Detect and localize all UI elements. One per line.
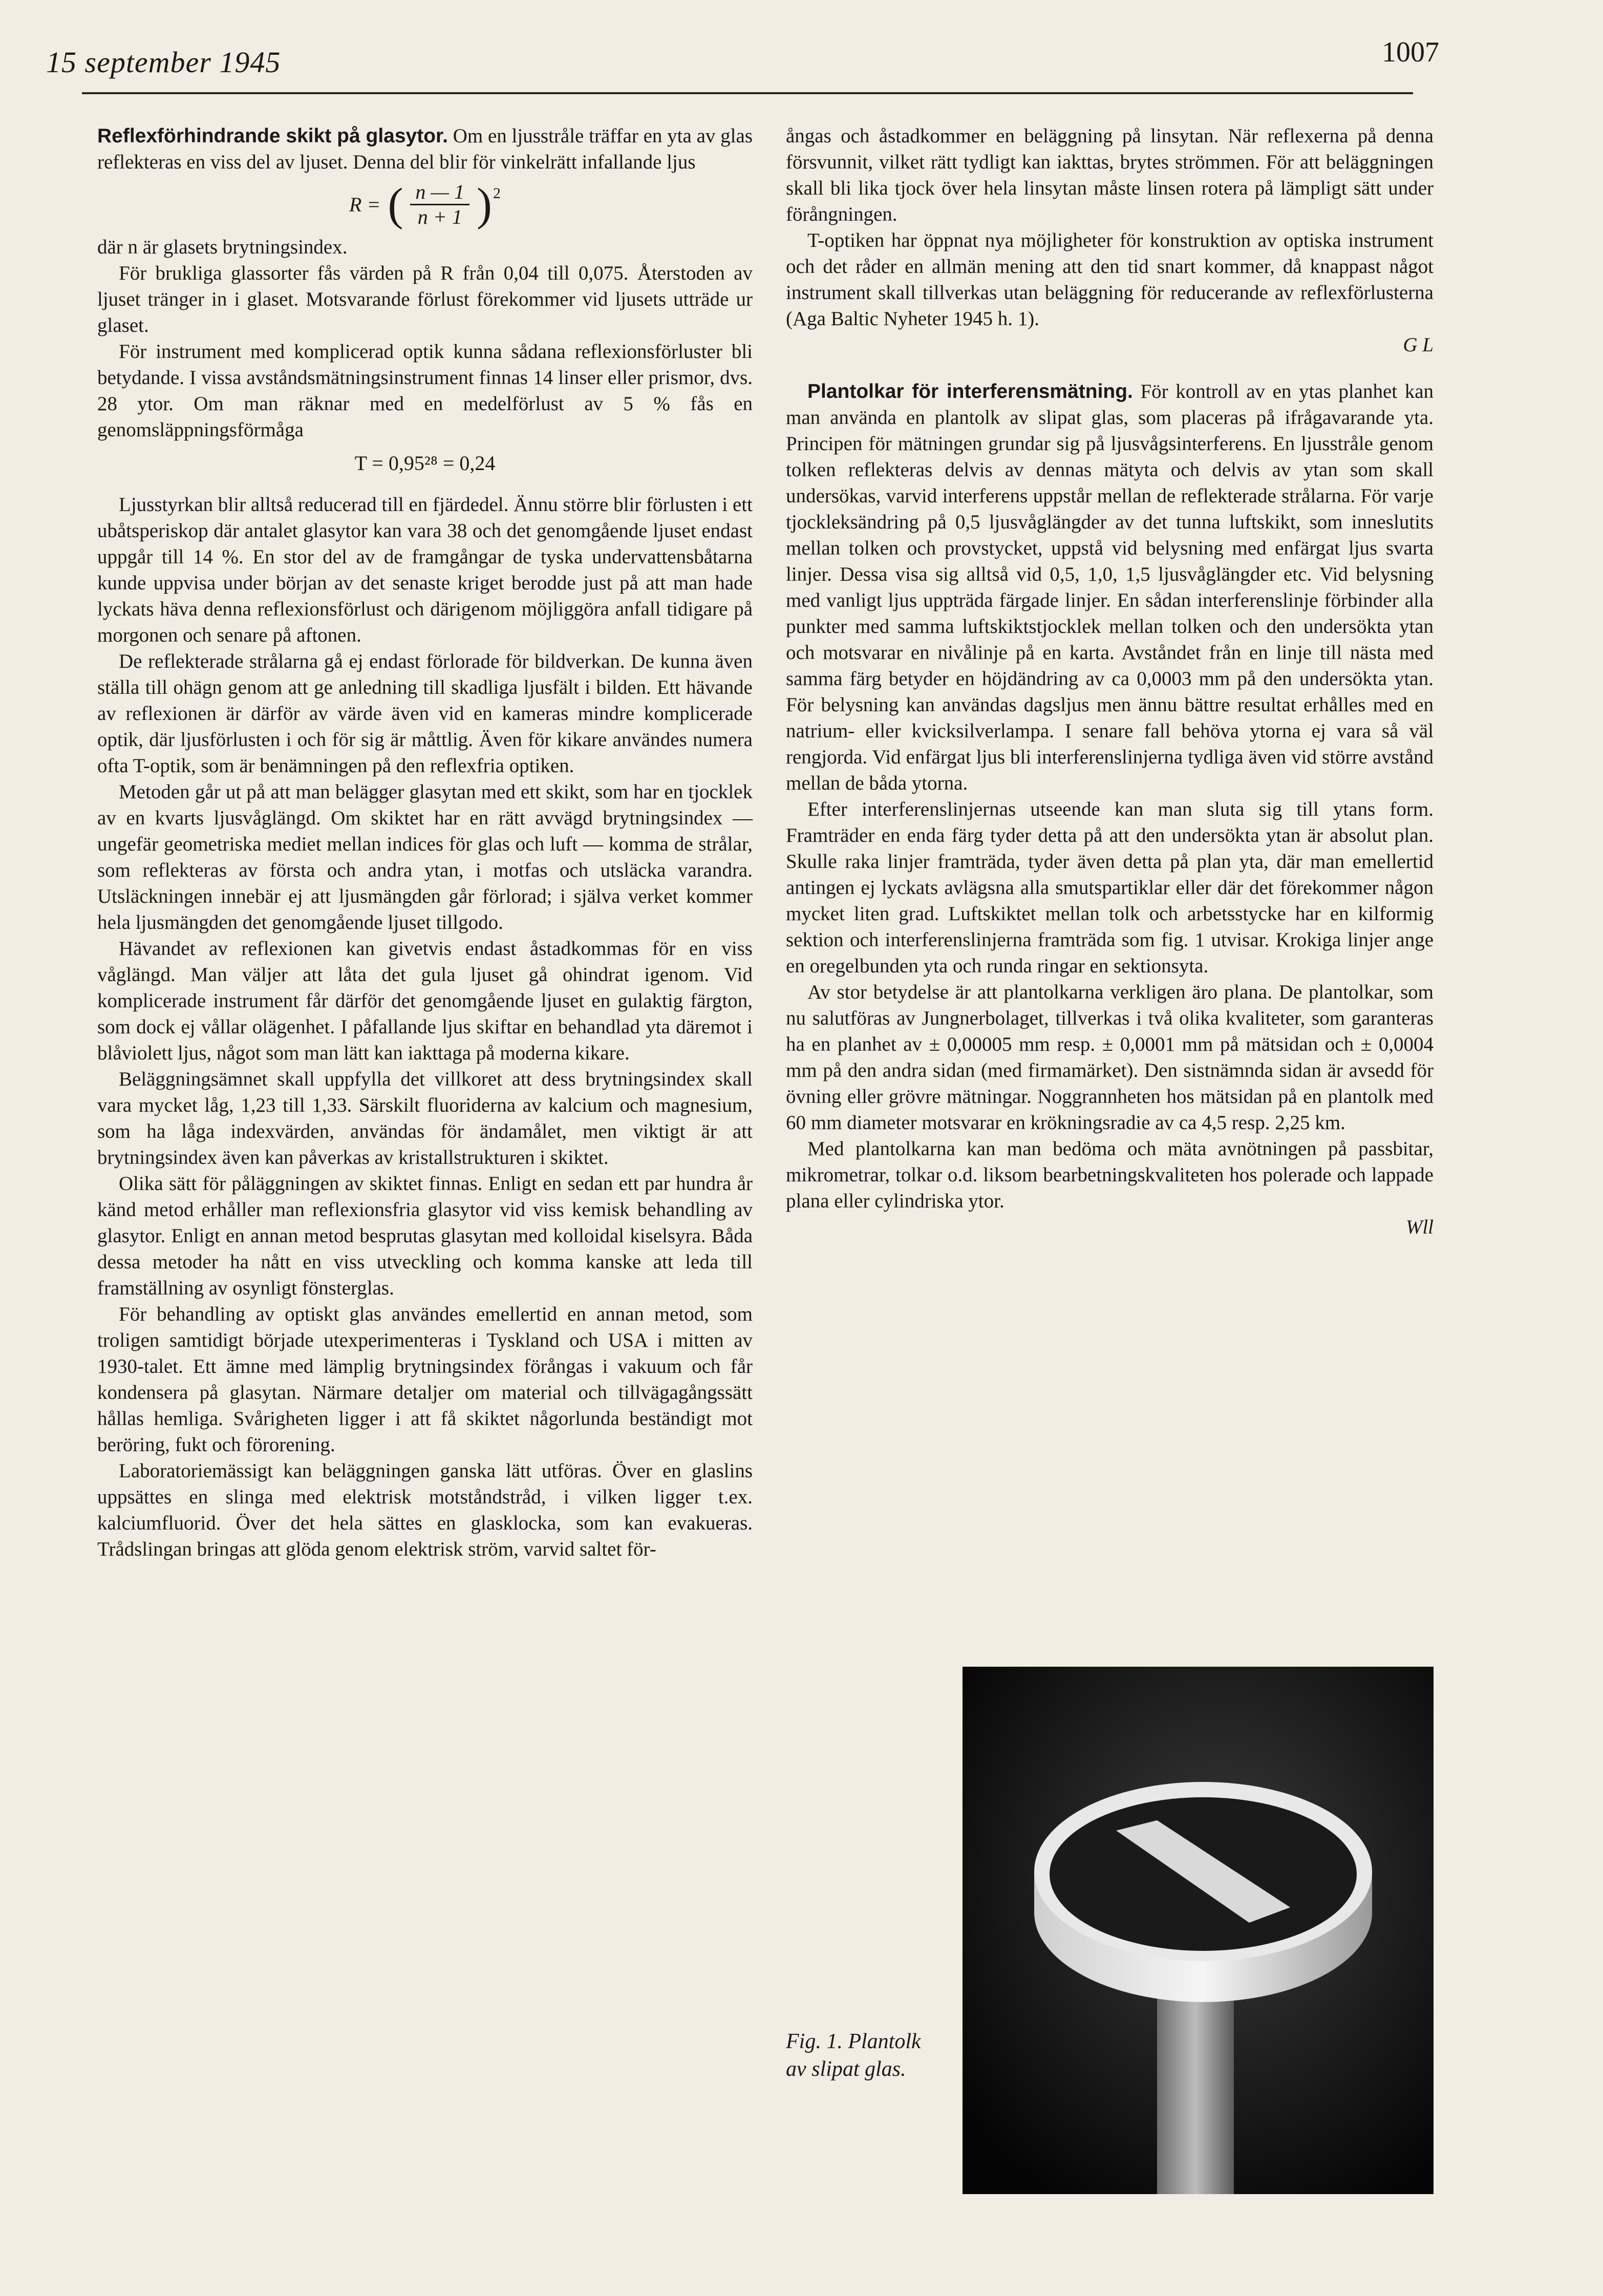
paragraph: ångas och åstadkommer en beläggning på linsytan. När reflexerna på denna försvunnit, vilket rätt tydligt kan iakttas, brytes strömmen. För att beläggningen skall bli lika tjock över hela linsytan måste linsen rotera på lämpligt sätt under förångningen. [786, 125, 1434, 225]
fraction-numerator: n — 1 [410, 180, 469, 205]
paragraph-text: Om en ljusstråle träffar en yta av glas reflekteras en viss del av ljuset. Denna del blir för vinkelrätt infallande ljus [97, 125, 753, 173]
paragraph: För brukliga glassorter fås värden på R från 0,04 till 0,075. Återstoden av ljuset tränger in i glaset. Motsvarande förlust förekommer vid ljusets utträde ur glaset. [97, 262, 753, 336]
plantolk-illustration [963, 1667, 1434, 2194]
section-gap [786, 358, 1434, 378]
paragraph: där n är glasets brytningsindex. [97, 236, 348, 258]
right-column [786, 123, 1434, 1240]
paragraph: Ljusstyrkan blir alltså reducerad till en fjärdedel. Ännu större blir förlusten i ett ubåtsperiskop där antalet glasytor kan vara 38 och det genomgående ljuset endast uppgår till 14 %. En stor del av de framgångar de tyska undervattensbåtarna kunde uppvisa under början av det senaste kriget berodde just på att man hade lyckats häva denna reflexionsförlust och därigenom möjliggöra anfall tidigare på morgonen och senare på aftonen. [97, 494, 753, 646]
paragraph: Laboratoriemässigt kan beläggningen ganska lätt utföras. Över en glaslins uppsättes en slinga med elektrisk motståndstråd, i vilken ligger t.ex. kalciumfluorid. Över det hela sättes en glasklocka, som kan evakueras. Trådslingan bringas att glöda genom elektrisk ström, varvid saltet för- [97, 1460, 753, 1560]
author-signature: Wll [1405, 1216, 1434, 1238]
formula-lhs: R = [349, 193, 381, 216]
paragraph: Beläggningsämnet skall uppfylla det villkoret att dess brytningsindex skall vara mycket låg, 1,23 till 1,33. Särskilt fluoriderna av kalcium och magnesium, som ha låga indexvärden, användas för ändamålet, men viktigt är att brytningsindex även kan påverkas av kristallstrukturen i skiktet. [97, 1068, 753, 1168]
paragraph: Metoden går ut på att man belägger glasytan med ett skikt, som har en tjocklek av en kvarts ljusvåglängd. Om skiktet har en rätt avvägd brytningsindex — ungefär geometriska mediet mellan indices för glas och luft — komma de strålar, som reflekteras av första och andra ytan, i motfas och utsläcka varandra. Utsläckningen innebär ej att ljusmängden går förlorad; i själva verket kommer hela ljusmängden det genomgående ljuset tillgodo. [97, 781, 753, 933]
page-number: 1007 [1382, 36, 1439, 68]
paragraph-text: För kontroll av en ytas planhet kan man använda en plantolk av slipat glas, som placeras på ifrågavarande yta. Principen för mätningen grundar sig på ljusvågsinterferens. En ljusstråle genom tolken reflekteras delvis av dennas mätyta och delvis av ytan som skall undersökas, varvid interferens uppstår mellan de reflekterade strålarna. För varje tjockleksändring på 0,5 ljusvåglängder av det tunna luftskikt, som inneslutits mellan tolken och provstycket, uppstå vid belysning med enfärgat ljus svarta linjer. Dessa visa sig alltså vid 0,5, 1,0, 1,5 ljusvåglängder etc. Vid belysning med vanligt ljus uppträda färgade linjer. En sådan interferenslinje förbinder alla punkter med samma luftskiktstjocklek mellan tolken och den undersökta ytan och motsvarar en nivålinje på en karta. Avståndet från en linje till nästa med samma färg betyder en höjdändring av ca 0,0003 mm på den undersökta ytan. För belysning kan användas dagsljus men ännu bättre resultat erhålles med en natrium- eller kvicksilverlampa. I senare fall behöva ytorna ej vara så väl rengjorda. Vid enfärgat ljus bli interferenslinjerna tydliga även vid större avstånd mellan de båda ytorna. [786, 380, 1434, 794]
paren-close: ) [477, 179, 492, 230]
section-heading: Reflexförhindrande skikt på glasytor. [97, 125, 448, 147]
formula-transmission: T = 0,95²⁸ = 0,24 [354, 452, 496, 475]
author-signature: G L [1403, 334, 1434, 356]
formula-reflection [97, 180, 753, 229]
formula-exponent: 2 [493, 185, 501, 202]
paragraph: Efter interferenslinjernas utseende kan man sluta sig till ytans form. Framträder en enda färg tyder detta på att den undersökta ytan är absolut plan. Skulle raka linjer framträda, tyder även detta på plan yta, där man emellertid antingen ej lyckats avlägsna alla smutspartiklar eller där det förekommer någon mycket liten grad. Luftskiktet mellan tolk och arbetsstycke har en kilformig sektion och interferenslinjerna framträda som fig. 1 utvisar. Krokiga linjer ange en oregelbunden yta och runda ringar en sektionsyta. [786, 798, 1434, 977]
figure-caption: Fig. 1. Plantolk av slipat glas. [786, 2030, 921, 2081]
left-column [97, 123, 753, 1562]
paren-open: ( [388, 179, 403, 230]
paragraph: Hävandet av reflexionen kan givetvis endast åstadkommas för en viss våglängd. Man väljer att låta det gula ljuset gå ohindrat igenom. Vid komplicerade instrument får därför det genomgående ljuset en gulaktig färgton, som dock ej vållar olägenhet. I påfallande ljus skiftar en behandlad yta däremot i blåviolett ljus, något som man lätt kan iakttaga på moderna kikare. [97, 938, 753, 1064]
paragraph: De reflekterade strålarna gå ej endast förlorade för bildverkan. De kunna även ställa till ohägn genom att ge anledning till skadliga ljusfält i bilden. Ett hävande av reflexionen är därför av värde även vid en kameras mindre komplicerade optik, där ljusförlusten i och för sig är måttlig. Även för kikare användes numera ofta T-optik, som är benämningen på den reflexfria optiken. [97, 650, 753, 777]
figure-photo [963, 1667, 1434, 2194]
paragraph: Med plantolkarna kan man bedöma och mäta avnötningen på passbitar, mikrometrar, tolkar o.d. liksom bearbetningskvaliteten hos polerade och lappade plana eller cylindriska ytor. [786, 1138, 1434, 1212]
header-date: 15 september 1945 [46, 46, 281, 79]
section-heading: Plantolkar för interferensmätning. [807, 380, 1133, 402]
fraction-denominator: n + 1 [417, 205, 462, 228]
fraction [410, 180, 469, 229]
paragraph: T-optiken har öppnat nya möjligheter för konstruktion av optiska instrument och det råder en allmän mening att den tid snart kommer, då knappast något instrument skall tillverkas utan beläggning för reducerande av reflexförlusterna (Aga Baltic Nyheter 1945 h. 1). [786, 229, 1434, 330]
paragraph [97, 123, 753, 175]
header-rule [82, 92, 1413, 94]
paragraph: För behandling av optiskt glas användes emellertid en annan metod, som troligen samtidigt började utexperimenteras i Tyskland och USA i mitten av 1930-talet. Ett ämne med lämplig brytningsindex förångas i vakuum och får kondensera på glasytan. Närmare detaljer om material och tillvägagångssätt hållas hemliga. Svårigheten ligger i att få skiktet någorlunda beständigt mot beröring, fukt och förorening. [97, 1303, 753, 1456]
paragraph: Av stor betydelse är att plantolkarna verkligen äro plana. De plantolkar, som nu salutföras av Jungnerbolaget, tillverkas i två olika kvaliteter, som garanteras ha en planhet av ± 0,00005 mm resp. ± 0,0001 mm på mätsidan och ± 0,0004 mm på den andra sidan (med firmamärket). Den sistnämnda sidan är avsedd för övning eller grövre mätningar. Noggrannheten hos mätsidan på en plantolk med 60 mm diameter motsvarar en krökningsradie av ca 4,5 resp. 2,25 km. [786, 981, 1434, 1134]
paragraph: Olika sätt för påläggningen av skiktet finnas. Enligt en sedan ett par hundra år känd metod erhåller man reflexionsfria glasytor vid viss kemisk behandling av glasytor. Enligt en annan metod besprutas glasytan med kolloidal kiselsyra. Båda dessa metoder ha nått en viss utveckling och komma kanske att leda till framställning av osynligt fönsterglas. [97, 1173, 753, 1299]
paragraph: För instrument med komplicerad optik kunna sådana reflexionsförluster bli betydande. I vissa avståndsmätningsinstrument finnas 14 linser eller prismor, dvs. 28 ytor. Om man räknar med en medelförlust av 5 % fås en genomsläppningsförmåga [97, 341, 753, 441]
paragraph [786, 378, 1434, 796]
